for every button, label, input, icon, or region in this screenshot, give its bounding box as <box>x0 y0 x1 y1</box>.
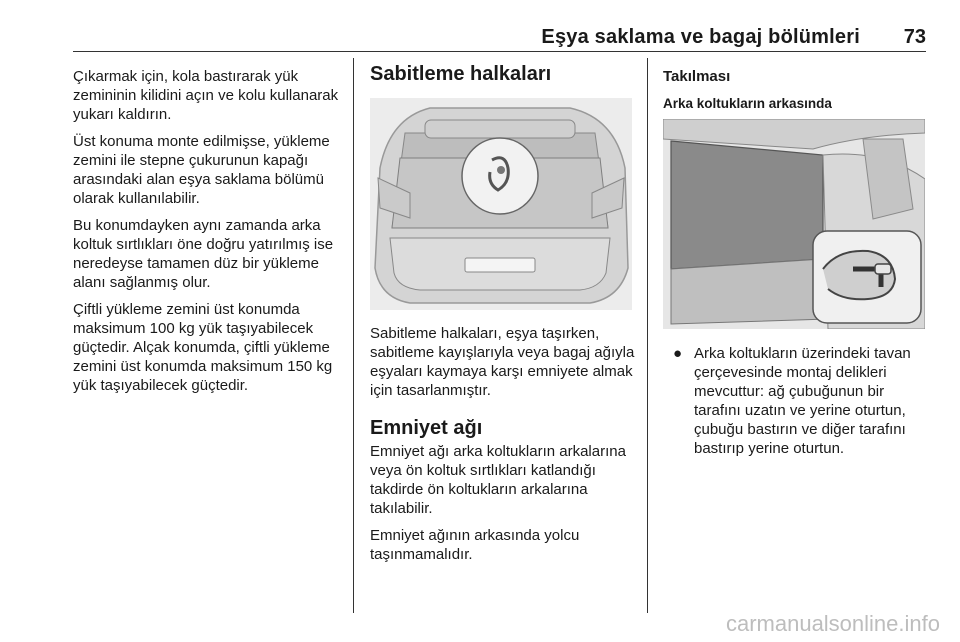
subsection-heading: Takılması <box>663 68 731 85</box>
paragraph: Bu konumdayken aynı zamanda arka koltuk sırtlıkları öne doğru yatırılmış ise neredeyse tamamen düz bir yükleme alanı sağlanmış olur. <box>73 217 334 291</box>
header-title: Eşya saklama ve bagaj bölümleri <box>541 26 860 48</box>
paragraph: Emniyet ağı arka koltukların arkalarına veya ön koltuk sırtlıkları katlandığı takdirde ön koltukların arkalarına takılabilir. <box>370 443 626 517</box>
paragraph: Çıkarmak için, kola bastırarak yük zemininin kilidini açın ve kolu kullanarak yukarı kaldırın. <box>73 68 339 123</box>
column-divider-1 <box>353 58 354 613</box>
section-heading: Sabitleme halkaları <box>370 63 552 85</box>
column-divider-2 <box>647 58 648 613</box>
watermark: carmanualsonline.info <box>725 611 940 636</box>
paragraph: Çiftli yükleme zemini üst konumda maksimum 100 kg yük taşıyabilecek güçtedir. Alçak konumda, çiftli yükleme zemini üst konumda maksimum 150 kg yük taşıyabilecek güçtedir. <box>73 301 333 394</box>
cargo-floor-illustration <box>370 98 632 310</box>
column-3 <box>663 67 933 458</box>
bullet-icon: ● <box>673 345 683 362</box>
section-heading: Emniyet ağı <box>370 417 483 439</box>
safety-net-mount-illustration <box>663 119 925 329</box>
list-item <box>663 344 933 458</box>
subsubsection-heading: Arka koltukların arkasında <box>663 96 832 111</box>
header <box>73 26 926 50</box>
figure-caption: Sabitleme halkaları, eşya taşırken, sabitleme kayışlarıyla veya bagaj ağıyla eşyaları kaymaya karşı emniyete almak için tasarlanmıştır. <box>370 325 635 399</box>
column-1 <box>73 67 343 403</box>
paragraph: Emniyet ağının arkasında yolcu taşınmamalıdır. <box>370 527 580 563</box>
column-2 <box>370 62 640 572</box>
header-rule <box>73 51 926 52</box>
page-number: 73 <box>903 26 926 48</box>
instruction-list <box>663 344 933 458</box>
list-item-text: Arka koltukların üzerindeki tavan çerçevesinde montaj delikleri mevcuttur: ağ çubuğunun bir tarafını uzatın ve yerine oturtun, çubuğu bastırın ve diğer tarafını bastırıp yerine oturtun. <box>694 345 911 457</box>
paragraph: Üst konuma monte edilmişse, yükleme zemini ile stepne çukurunun kapağı arasındaki alan eşya saklama bölümü olarak kullanılabilir. <box>73 133 330 207</box>
